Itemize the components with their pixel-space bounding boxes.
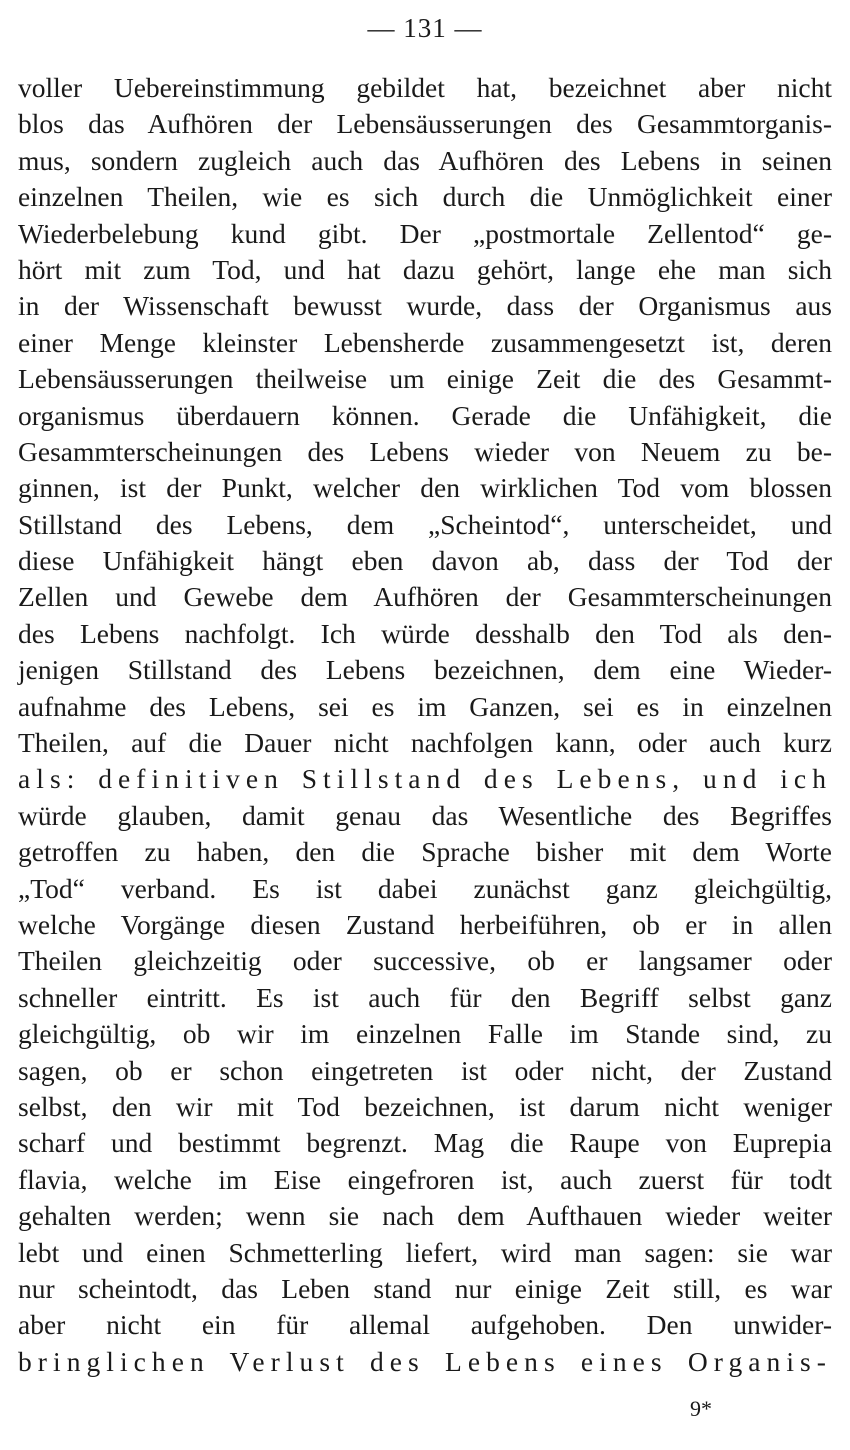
text-line: Lebensäusserungen theilweise um einige Zeit die des Gesammt- bbox=[18, 363, 832, 395]
text-line: Theilen gleichzeitig oder successive, ob er langsamer oder bbox=[18, 945, 832, 977]
text-line: flavia, welche im Eise eingefroren ist, auch zuerst für todt bbox=[18, 1163, 832, 1195]
text-line: hört mit zum Tod, und hat dazu gehört, lange ehe man sich bbox=[18, 253, 832, 285]
text-line: gleichgültig, ob wir im einzelnen Falle im Stande sind, zu bbox=[18, 1018, 832, 1050]
text-line: einer Menge kleinster Lebensherde zusammengesetzt ist, deren bbox=[18, 326, 832, 358]
text-line: lebt und einen Schmetterling liefert, wird man sagen: sie war bbox=[18, 1236, 832, 1268]
text-line: einzelnen Theilen, wie es sich durch die Unmöglichkeit einer bbox=[18, 181, 832, 213]
text-line: des Lebens nachfolgt. Ich würde desshalb den Tod als den- bbox=[18, 617, 832, 649]
text-line: würde glauben, damit genau das Wesentliche des Begriffes bbox=[18, 799, 832, 831]
text-line: Zellen und Gewebe dem Aufhören der Gesammterscheinungen bbox=[18, 581, 832, 613]
text-line: Stillstand des Lebens, dem „Scheintod“, unterscheidet, und bbox=[18, 508, 832, 540]
text-line: Wiederbelebung kund gibt. Der „postmortale Zellentod“ ge- bbox=[18, 217, 832, 249]
text-line: jenigen Stillstand des Lebens bezeichnen, dem eine Wieder- bbox=[18, 654, 832, 686]
text-line: als: definitiven Stillstand des Lebens, und ich bbox=[18, 763, 832, 795]
text-line: voller Uebereinstimmung gebildet hat, bezeichnet aber nicht bbox=[18, 72, 832, 103]
text-line: welche Vorgänge diesen Zustand herbeiführen, ob er in allen bbox=[18, 908, 832, 940]
body-text bbox=[18, 70, 832, 1380]
text-line: in der Wissenschaft bewusst wurde, dass der Organismus aus bbox=[18, 290, 832, 322]
page-number-header: — 131 — bbox=[367, 13, 483, 43]
text-line: ginnen, ist der Punkt, welcher den wirklichen Tod vom blossen bbox=[18, 472, 832, 504]
text-line: blos das Aufhören der Lebensäusserungen des Gesammtorganis- bbox=[18, 108, 832, 140]
text-line: organismus überdauern können. Gerade die Unfähigkeit, die bbox=[18, 399, 832, 431]
text-line: schneller eintritt. Es ist auch für den Begriff selbst ganz bbox=[18, 981, 832, 1013]
signature-mark: 9* bbox=[690, 1396, 712, 1421]
text-line: getroffen zu haben, den die Sprache bisher mit dem Worte bbox=[18, 836, 832, 868]
text-line: Gesammterscheinungen des Lebens wieder von Neuem zu be- bbox=[18, 435, 832, 467]
text-line: nur scheintodt, das Leben stand nur einige Zeit still, es war bbox=[18, 1272, 832, 1304]
text-line: aufnahme des Lebens, sei es im Ganzen, sei es in einzelnen bbox=[18, 690, 832, 722]
text-line: diese Unfähigkeit hängt eben davon ab, dass der Tod der bbox=[18, 545, 832, 577]
text-line: scharf und bestimmt begrenzt. Mag die Raupe von Euprepia bbox=[18, 1127, 832, 1159]
text-line: aber nicht ein für allemal aufgehoben. Den unwider- bbox=[18, 1309, 832, 1341]
text-line: selbst, den wir mit Tod bezeichnen, ist darum nicht weniger bbox=[18, 1090, 832, 1122]
text-line: bringlichen Verlust des Lebens eines Organis- bbox=[18, 1345, 832, 1377]
text-line: Theilen, auf die Dauer nicht nachfolgen kann, oder auch kurz bbox=[18, 727, 832, 759]
text-line: gehalten werden; wenn sie nach dem Aufthauen wieder weiter bbox=[18, 1200, 832, 1232]
text-line: „Tod“ verband. Es ist dabei zunächst ganz gleichgültig, bbox=[18, 872, 832, 904]
text-line: mus, sondern zugleich auch das Aufhören des Lebens in seinen bbox=[18, 144, 832, 176]
text-line: sagen, ob er schon eingetreten ist oder nicht, der Zustand bbox=[18, 1054, 832, 1086]
